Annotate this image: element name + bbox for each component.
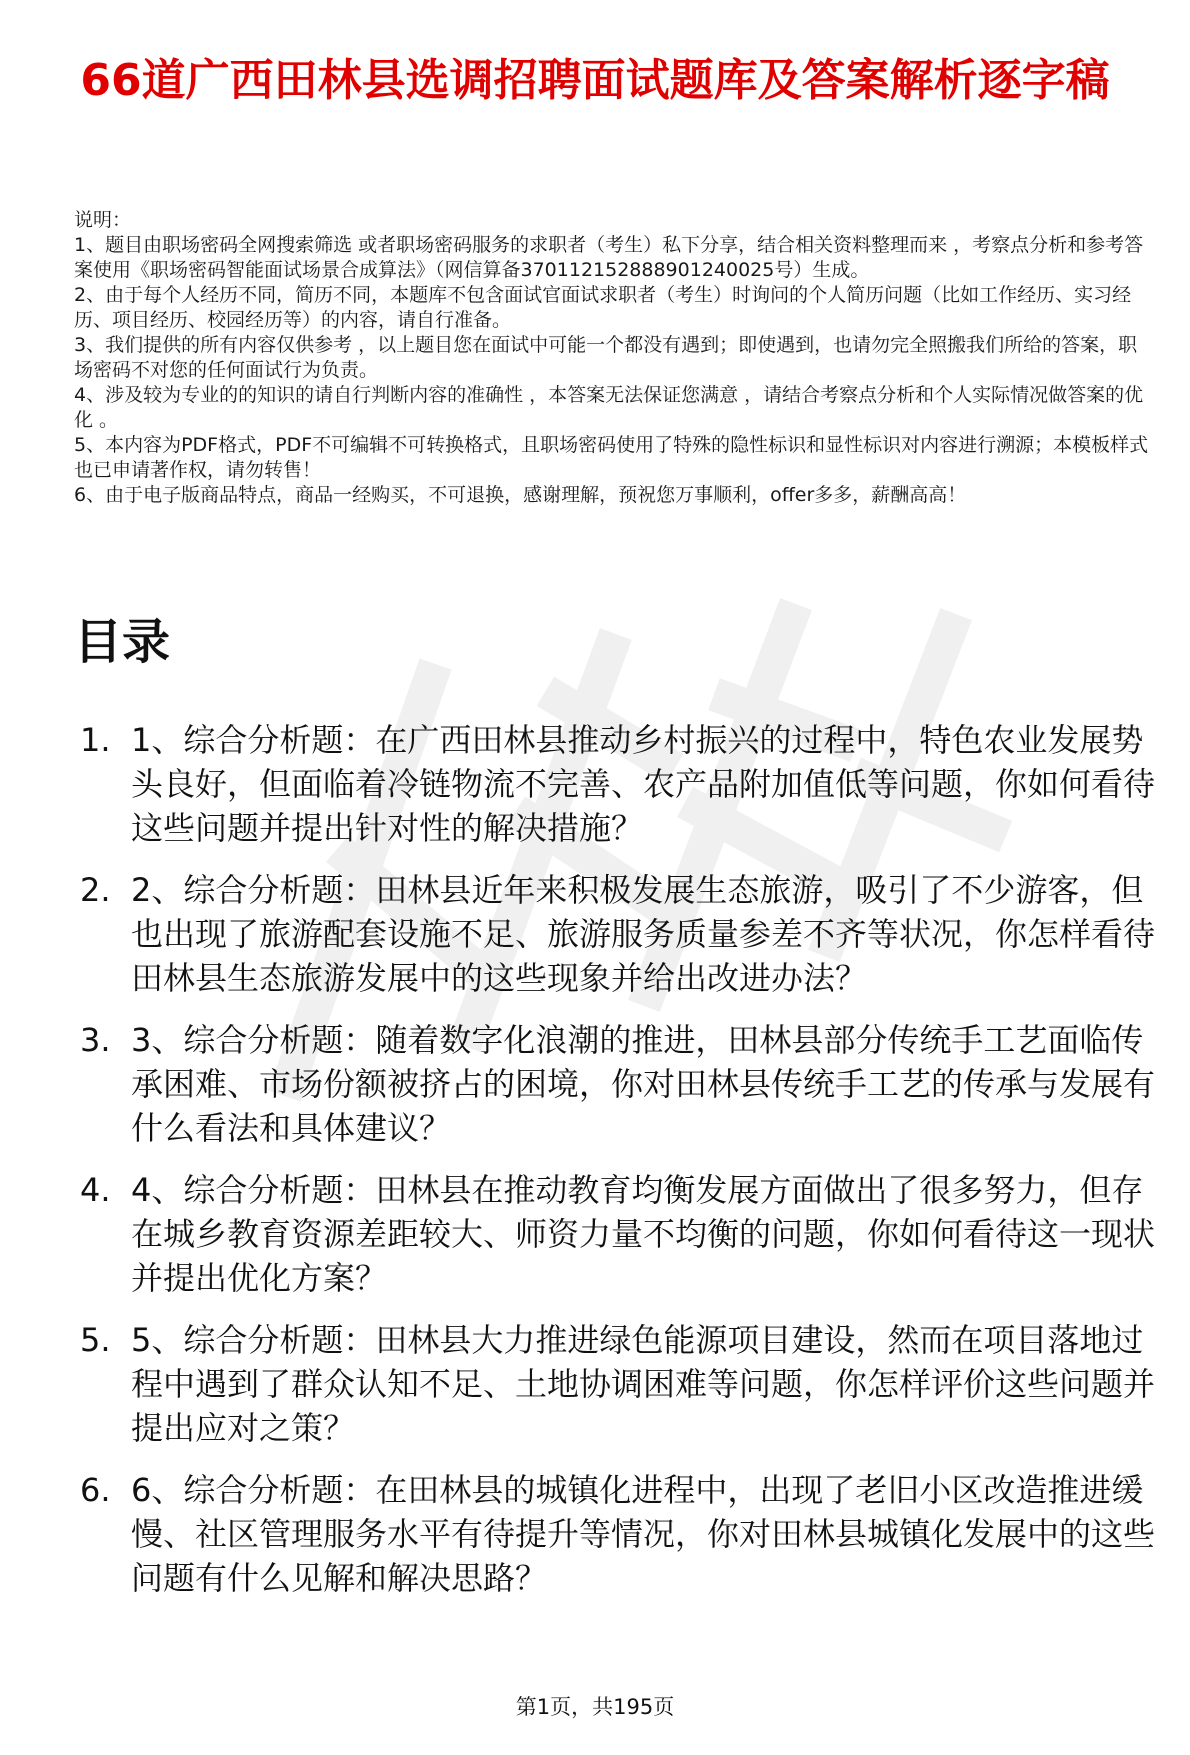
toc-item-number: 6. [80,1471,111,1509]
toc-item[interactable] [80,718,1160,850]
toc-item[interactable] [80,868,1160,1000]
toc-item-text: 3、综合分析题：随着数字化浪潮的推进，田林县部分传统手工艺面临传承困难、市场份额被挤占的困境，你对田林县传统手工艺的传承与发展有什么看法和具体建议？ [131,1021,1156,1147]
note-item: 4、涉及较为专业的的知识的请自行判断内容的准确性 ，本答案无法保证您满意 ，请结合考察点分析和个人实际情况做答案的优化 。 [74,384,1144,431]
disclaimer-notes [74,208,1154,508]
note-item: 2、由于每个人经历不同，简历不同，本题库不包含面试官面试求职者（考生）时询问的个人简历问题（比如工作经历、实习经历、项目经历、校园经历等）的内容，请自行准备。 [74,284,1132,331]
toc-item-text: 4、综合分析题：田林县在推动教育均衡发展方面做出了很多努力，但存在城乡教育资源差距较大、师资力量不均衡的问题，你如何看待这一现状并提出优化方案？ [131,1171,1156,1297]
toc-item-number: 3. [80,1021,111,1059]
note-item: 5、本内容为PDF格式，PDF不可编辑不可转换格式，且职场密码使用了特殊的隐性标识和显性标识对内容进行溯源；本模板样式也已申请著作权，请勿转售！ [74,434,1149,481]
note-item: 6、由于电子版商品特点，商品一经购买，不可退换，感谢理解，预祝您万事顺利，offer多多，薪酬高高！ [74,484,967,506]
toc-item-text: 2、综合分析题：田林县近年来积极发展生态旅游，吸引了不少游客，但也出现了旅游配套设施不足、旅游服务质量参差不齐等状况，你怎样看待田林县生态旅游发展中的这些现象并给出改进办法？ [131,871,1156,997]
toc-item[interactable] [80,1468,1160,1600]
note-item: 1、题目由职场密码全网搜索筛选 或者职场密码服务的求职者（考生）私下分享，结合相关资料整理而来 ，考察点分析和参考答案使用《职场密码智能面试场景合成算法》（网信算备370112152888901240025号）生成。 [74,234,1144,281]
toc-item-number: 5. [80,1321,111,1359]
toc-item-text: 5、综合分析题：田林县大力推进绿色能源项目建设，然而在项目落地过程中遇到了群众认知不足、土地协调困难等问题，你怎样评价这些问题并提出应对之策？ [131,1321,1156,1447]
toc-item-number: 1. [80,721,111,759]
note-item: 3、我们提供的所有内容仅供参考 ，以上题目您在面试中可能一个都没有遇到；即使遇到，也请勿完全照搬我们所给的答案，职场密码不对您的任何面试行为负责。 [74,334,1138,381]
document-title: 66道广西田林县选调招聘面试题库及答案解析逐字稿 [80,55,1110,106]
toc-heading: 目录 [74,614,171,670]
toc-item-number: 2. [80,871,111,909]
notes-heading: 说明： [74,209,132,231]
page-footer: 第1页，共195页 [515,1695,675,1719]
toc-item[interactable] [80,1018,1160,1150]
toc-item[interactable] [80,1318,1160,1450]
toc-item-text: 1、综合分析题：在广西田林县推动乡村振兴的过程中，特色农业发展势头良好，但面临着冷链物流不完善、农产品附加值低等问题，你如何看待这些问题并提出针对性的解决措施？ [131,721,1156,847]
toc-item-number: 4. [80,1171,111,1209]
toc-item-text: 6、综合分析题：在田林县的城镇化进程中，出现了老旧小区改造推进缓慢、社区管理服务水平有待提升等情况，你对田林县城镇化发展中的这些问题有什么见解和解决思路？ [131,1471,1156,1597]
toc-list [80,718,1160,1618]
toc-item[interactable] [80,1168,1160,1300]
